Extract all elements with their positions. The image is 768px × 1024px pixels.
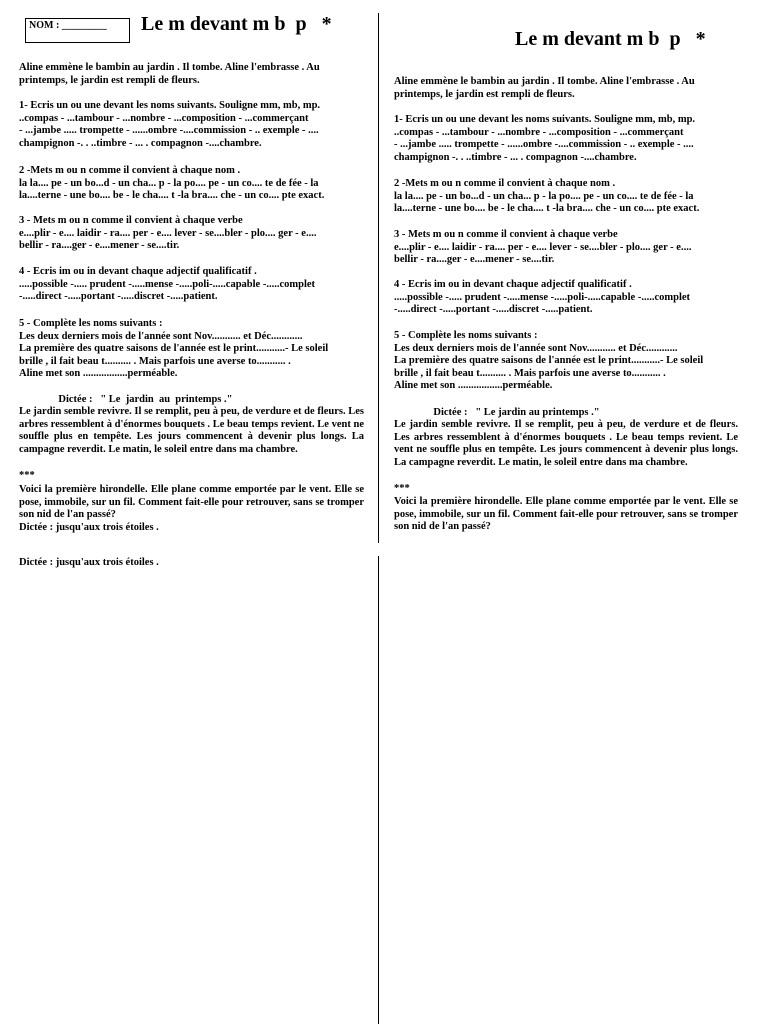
- left-exercise-3: 3 - Mets m ou n comme il convient à chaque verbe e....plir - e.... laidir - ra.... per - e.... lever - se....bler - plo.... ger - e.... bellir - ra....ger - e....mener - se....tir.: [19, 215, 317, 251]
- left-dictee-body-2: Voici la première hirondelle. Elle plane comme emportée par le vent. Elle se pose, immobile, sur un fil. Comment fait-elle pour retrouver, sans se tromper son nid de l'an passé?: [19, 484, 364, 520]
- right-dictee-body-2: Voici la première hirondelle. Elle plane comme emportée par le vent. Elle se pose, immobile, sur un fil. Comment fait-elle pour retrouver, sans se tromper son nid de l'an passé?: [394, 496, 738, 532]
- left-dictee-note: Dictée : jusqu'aux trois étoiles .: [19, 522, 159, 533]
- left-exercise-1: 1- Ecris un ou une devant les noms suivants. Souligne mm, mb, mp. ..compas - ...tambour - ...nombre - ...composition - ...commerçant - ...jambe ..... trompette - ......ombre -....commission - .. exemple - .... champignon -. . ..timbre - ... . compagnon -....chambre.: [19, 100, 321, 149]
- name-box: [25, 18, 130, 43]
- left-stars: ***: [19, 470, 35, 481]
- left-dictee-note-2: Dictée : jusqu'aux trois étoiles .: [19, 557, 159, 568]
- right-exercise-2: 2 -Mets m ou n comme il convient à chaque nom . la la.... pe - un bo...d - un cha... p - la po.... pe - un co.... te de fée - la la....terne - une bo.... be - le cha.... t -la bra.... che - un co.... pte exact.: [394, 178, 700, 214]
- divider-bottom: [378, 556, 379, 1024]
- right-stars: ***: [394, 483, 410, 494]
- left-intro: Aline emmène le bambin au jardin . Il tombe. Aline l'embrasse . Au printemps, le jardin est rempli de fleurs.: [19, 62, 320, 86]
- left-dictee-title: Dictée : " Le jardin au printemps .": [19, 394, 233, 405]
- right-exercise-3: 3 - Mets m ou n comme il convient à chaque verbe e....plir - e.... laidir - ra.... per - e.... lever - se....bler - plo.... ger - e.... bellir - ra....ger - e....mener - se....tir.: [394, 229, 692, 265]
- left-exercise-5: 5 - Complète les noms suivants : Les deux derniers mois de l'année sont Nov........... et Déc............ La première des quatre saisons de l'année est le print...........- Le soleil brille , il fait beau t.......... . Mais parfois une averse to........... . Aline met son .................perméable.: [19, 318, 329, 379]
- right-exercise-1: 1- Ecris un ou une devant les noms suivants. Souligne mm, mb, mp. ..compas - ...tambour - ...nombre - ...composition - ...commerçant - ...jambe ..... trompette - ......ombre -....commission - .. exemple - .... champignon -. . ..timbre - ... . compagnon -....chambre.: [394, 114, 696, 163]
- right-exercise-5: 5 - Complète les noms suivants : Les deux derniers mois de l'année sont Nov........... et Déc............ La première des quatre saisons de l'année est le print...........- Le soleil brille , il fait beau t.......... . Mais parfois une averse to........... . Aline met son .................perméable.: [394, 330, 704, 391]
- divider-top: [378, 13, 379, 543]
- name-label: NOM : _________: [29, 20, 107, 31]
- right-dictee-body: Le jardin semble revivre. Il se remplit, peu à peu, de verdure et de fleurs. Les arbres ressemblent à d'énormes bouquets . Le beau temps revient. Le vent ne souffle plus en tempête. Les jours commencent à devenir plus longs. La campagne reverdit. Le matin, le soleil entre dans ma chambre.: [394, 419, 738, 468]
- right-exercise-4: 4 - Ecris im ou in devant chaque adjectif qualificatif . .....possible -..... prudent -.....mense -.....poli-.....capable -.....complet -.....direct -.....portant -.....discret -.....patient.: [394, 279, 691, 315]
- right-title: Le m devant m b p *: [515, 28, 706, 50]
- right-intro: Aline emmène le bambin au jardin . Il tombe. Aline l'embrasse . Au printemps, le jardin est rempli de fleurs.: [394, 76, 695, 100]
- left-dictee-body: Le jardin semble revivre. Il se remplit, peu à peu, de verdure et de fleurs. Les arbres ressemblent à d'énormes bouquets . Le beau temps revient. Le vent ne souffle plus en tempête. Les jours commencent à devenir plus longs. La campagne reverdit. Le matin, le soleil entre dans ma chambre.: [19, 406, 364, 455]
- left-exercise-2: 2 -Mets m ou n comme il convient à chaque nom . la la.... pe - un bo...d - un cha... p - la po.... pe - un co.... te de fée - la la....terne - une bo.... be - le cha.... t -la bra.... che - un co.... pte exact.: [19, 165, 325, 201]
- left-title: Le m devant m b p *: [141, 13, 332, 35]
- right-dictee-title: Dictée : " Le jardin au printemps .": [394, 407, 600, 418]
- left-exercise-4: 4 - Ecris im ou in devant chaque adjectif qualificatif . .....possible -..... prudent -.....mense -.....poli-.....capable -.....complet -.....direct -.....portant -.....discret -.....patient.: [19, 266, 316, 302]
